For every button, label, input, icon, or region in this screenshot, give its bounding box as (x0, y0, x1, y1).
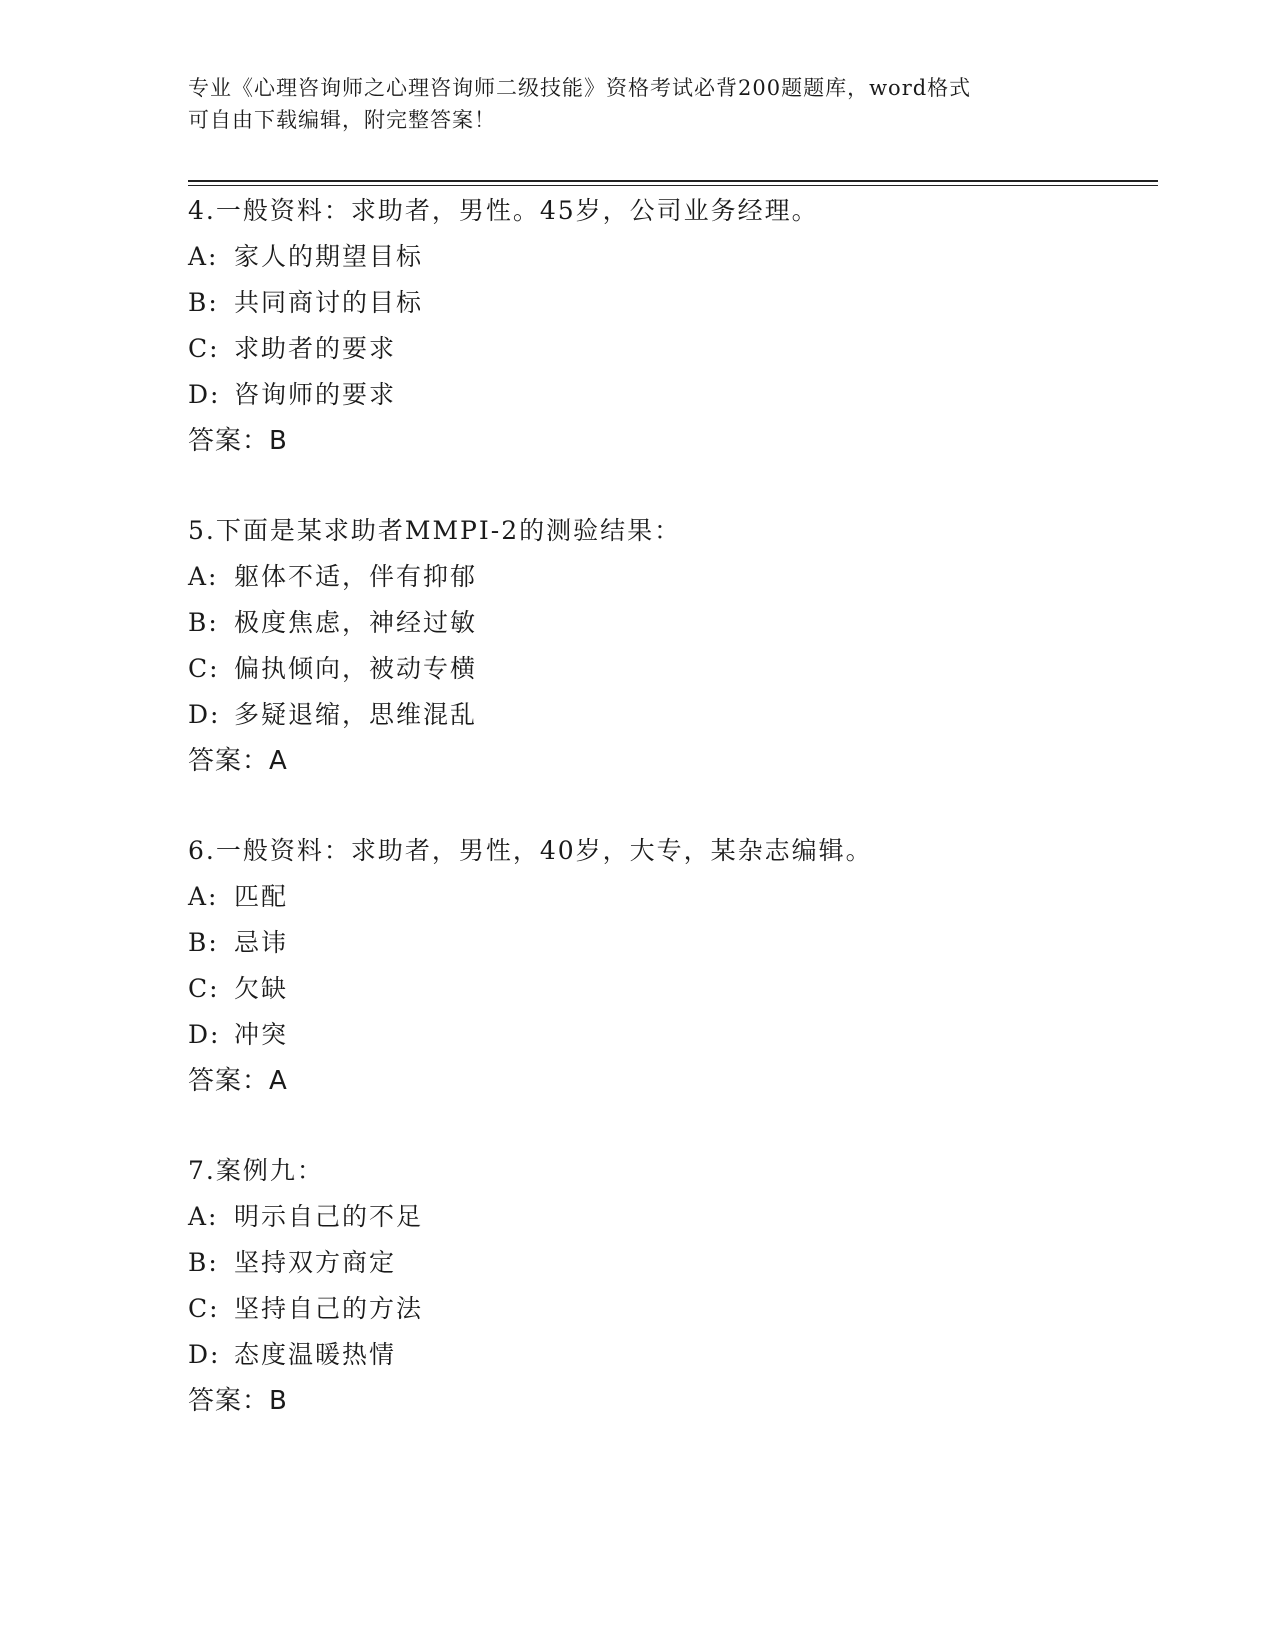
option-b (188, 280, 1158, 326)
option-text: 偏执倾向，被动专横 (234, 654, 478, 683)
header-divider-thick (188, 180, 1158, 182)
answer-line: 答案：B (188, 426, 288, 456)
option-text: 躯体不适，伴有抑郁 (234, 562, 478, 591)
option-letter: C: (188, 654, 220, 683)
question-stem: 5.下面是某求助者MMPI-2的测验结果： (188, 516, 682, 545)
option-letter: B: (188, 288, 219, 317)
option-letter: A: (188, 1202, 219, 1231)
option-letter: B: (188, 928, 219, 957)
option-text: 坚持双方商定 (234, 1248, 397, 1277)
option-b (188, 920, 1158, 966)
option-letter: B: (188, 608, 219, 637)
answer-line: 答案：A (188, 1066, 288, 1096)
option-letter: D: (188, 1340, 221, 1369)
option-c (188, 1286, 1158, 1332)
option-d (188, 692, 1158, 738)
option-text: 坚持自己的方法 (234, 1294, 424, 1323)
document-header (188, 72, 1088, 136)
answer-line: 答案：B (188, 1386, 288, 1416)
answer-line: 答案：A (188, 746, 288, 776)
option-text: 极度焦虑，神经过敏 (234, 608, 478, 637)
option-text: 求助者的要求 (234, 334, 397, 363)
option-c (188, 646, 1158, 692)
option-text: 冲突 (234, 1020, 289, 1049)
option-a (188, 874, 1158, 920)
option-a (188, 1194, 1158, 1240)
question-7 (188, 1148, 1158, 1424)
header-divider-thin (188, 185, 1158, 186)
option-letter: A: (188, 562, 219, 591)
option-d (188, 372, 1158, 418)
option-b (188, 1240, 1158, 1286)
option-letter: D: (188, 1020, 221, 1049)
option-text: 家人的期望目标 (234, 242, 424, 271)
question-5 (188, 508, 1158, 784)
option-d (188, 1332, 1158, 1378)
option-letter: C: (188, 334, 220, 363)
question-stem: 4.一般资料：求助者，男性。45岁，公司业务经理。 (188, 196, 819, 225)
option-letter: C: (188, 974, 220, 1003)
option-c (188, 326, 1158, 372)
option-text: 欠缺 (234, 974, 289, 1003)
option-a (188, 554, 1158, 600)
question-stem: 6.一般资料：求助者，男性，40岁，大专，某杂志编辑。 (188, 836, 873, 865)
question-6 (188, 828, 1158, 1104)
option-letter: A: (188, 882, 219, 911)
option-c (188, 966, 1158, 1012)
option-text: 咨询师的要求 (234, 380, 397, 409)
question-list (188, 188, 1158, 1468)
question-stem: 7.案例九： (188, 1156, 324, 1185)
option-b (188, 600, 1158, 646)
option-letter: B: (188, 1248, 219, 1277)
option-letter: D: (188, 380, 221, 409)
option-text: 共同商讨的目标 (234, 288, 424, 317)
option-text: 多疑退缩，思维混乱 (234, 700, 478, 729)
option-a (188, 234, 1158, 280)
option-text: 忌讳 (234, 928, 289, 957)
option-letter: D: (188, 700, 221, 729)
option-letter: C: (188, 1294, 220, 1323)
option-text: 明示自己的不足 (234, 1202, 424, 1231)
option-d (188, 1012, 1158, 1058)
header-line-2: 可自由下载编辑，附完整答案！ (188, 108, 496, 132)
option-text: 匹配 (234, 882, 289, 911)
header-line-1: 专业《心理咨询师之心理咨询师二级技能》资格考试必背200题题库，word格式 (188, 76, 972, 100)
option-text: 态度温暖热情 (234, 1340, 397, 1369)
option-letter: A: (188, 242, 219, 271)
question-4 (188, 188, 1158, 464)
